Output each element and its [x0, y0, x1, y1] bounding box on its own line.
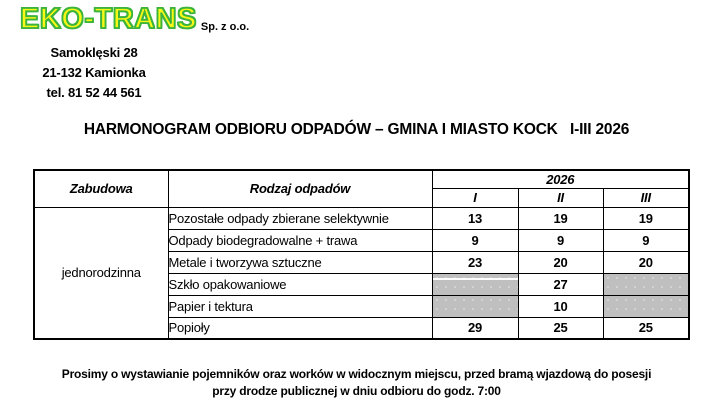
address-street: Samoklęski 28 — [50, 45, 138, 60]
date-cell: 9 — [518, 229, 603, 251]
no-collection-cell — [603, 295, 689, 317]
zabudowa-value-cell: jednorodzinna — [34, 207, 168, 339]
waste-type-label: Popioły — [168, 317, 432, 339]
date-cell: 10 — [518, 295, 603, 317]
waste-type-label: Metale i tworzywa sztuczne — [168, 251, 432, 273]
waste-type-label: Szkło opakowaniowe — [168, 273, 432, 295]
logo-wordmark: EKO-TRANS — [20, 3, 197, 35]
waste-type-label: Pozostałe odpady zbierane selektywnie — [168, 207, 432, 229]
waste-type-label: Papier i tektura — [168, 295, 432, 317]
column-header-month-ii: II — [518, 188, 603, 207]
company-address-block — [15, 43, 173, 103]
column-header-month-iii: III — [603, 188, 689, 207]
page-title: HARMONOGRAM ODBIORU ODPADÓW – GMINA I MIASTO KOCK I-III 2026 — [83, 121, 630, 138]
waste-type-label: Odpady biodegradowalne + trawa — [168, 229, 432, 251]
eko-trans-logo — [20, 2, 249, 36]
no-collection-cell — [432, 273, 518, 295]
date-cell: 20 — [518, 251, 603, 273]
address-city: 21-132 Kamionka — [42, 65, 146, 80]
date-cell: 25 — [518, 317, 603, 339]
date-cell: 23 — [432, 251, 518, 273]
date-cell: 19 — [518, 207, 603, 229]
date-cell: 27 — [518, 273, 603, 295]
footer-note-line-1: Prosimy o wystawianie pojemników oraz worków w widocznym miejscu, przed bramą wjazdową do posesji — [61, 367, 652, 381]
column-header-month-i: I — [432, 188, 518, 207]
date-cell: 9 — [603, 229, 689, 251]
date-cell: 19 — [603, 207, 689, 229]
date-cell: 20 — [603, 251, 689, 273]
table-row — [34, 207, 689, 229]
footer-note — [0, 366, 713, 400]
table-header-year-row — [34, 170, 689, 188]
date-cell: 25 — [603, 317, 689, 339]
column-header-zabudowa: Zabudowa — [34, 170, 168, 207]
waste-schedule-table — [33, 169, 690, 340]
logo-company-suffix: Sp. z o.o. — [200, 21, 250, 33]
date-cell: 9 — [432, 229, 518, 251]
column-header-rodzaj-odpadow: Rodzaj odpadów — [168, 170, 432, 207]
address-phone: tel. 81 52 44 561 — [46, 85, 142, 100]
date-cell: 13 — [432, 207, 518, 229]
footer-note-line-2: przy drodze publicznej w dniu odbioru do godz. 7:00 — [212, 384, 501, 398]
date-cell: 29 — [432, 317, 518, 339]
no-collection-cell — [432, 295, 518, 317]
column-header-year: 2026 — [432, 170, 689, 188]
no-collection-cell — [603, 273, 689, 295]
